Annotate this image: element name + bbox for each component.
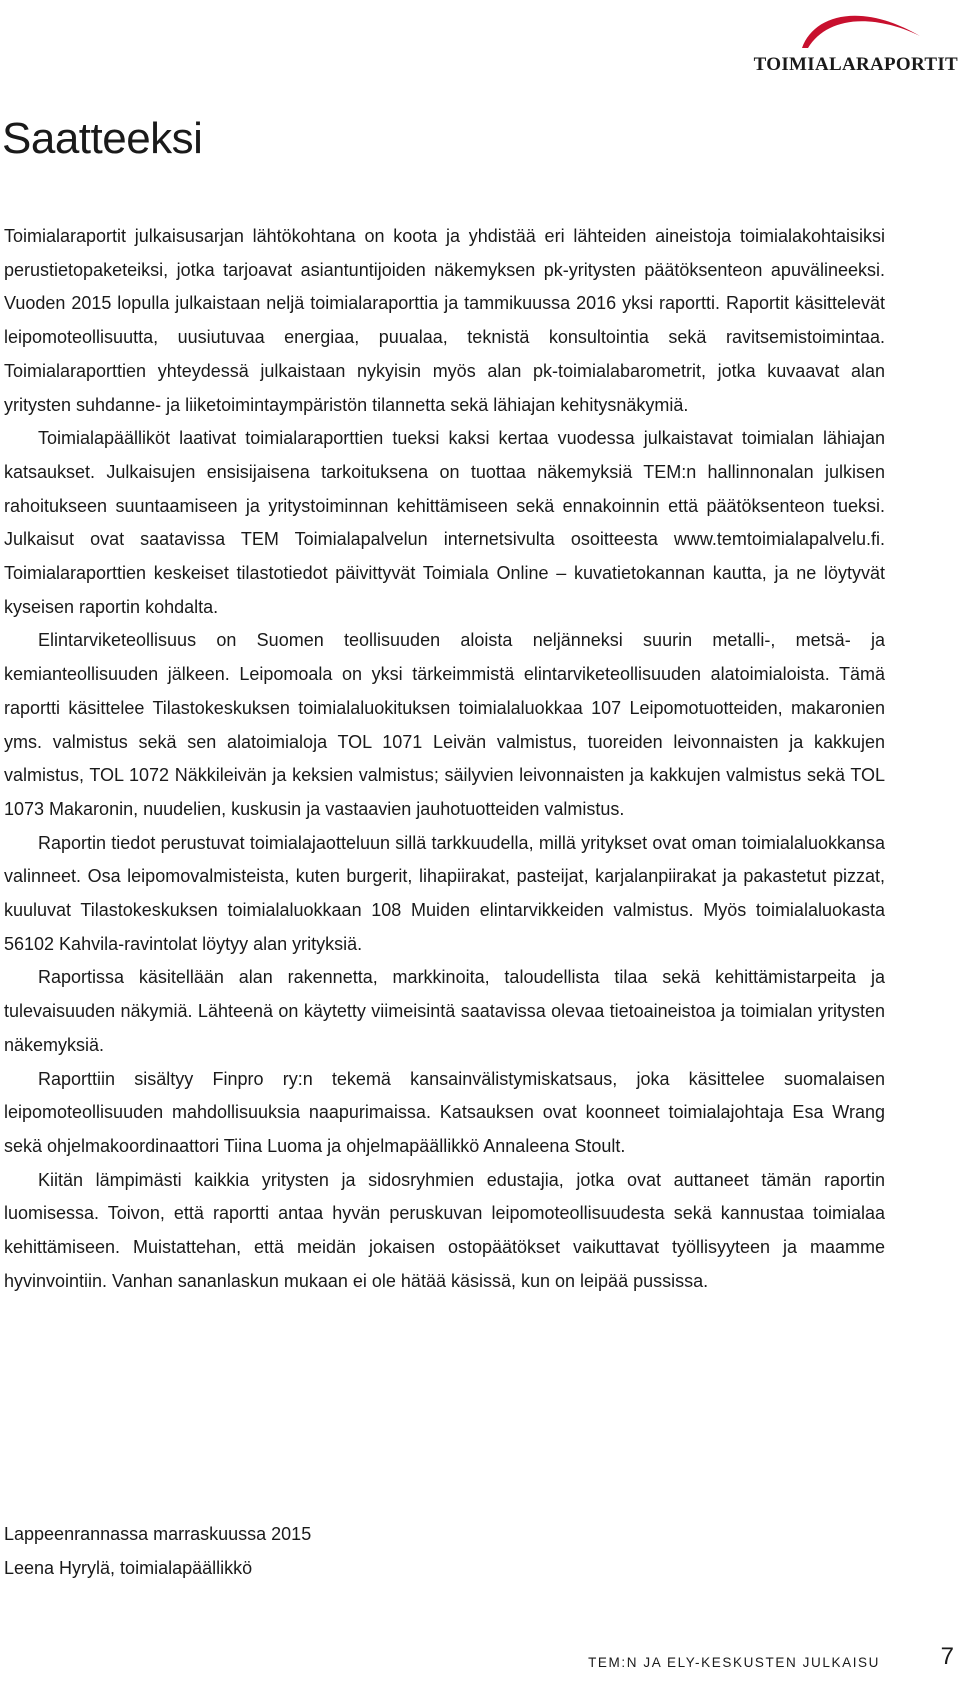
paragraph-finpro: Raporttiin sisältyy Finpro ry:n tekemä kansainvälistymiskatsaus, joka käsittelee suomalaisen leipomoteollisuuden mahdollisuuksia naapurimaissa. Katsauksen ovat koonneet toimialajohtaja Esa Wrang sekä ohjelmakoordinaattori Tiina Luoma ja ohjelmapäällikkö Annaleena Stoult. <box>4 1068 885 1156</box>
signature: Leena Hyrylä, toimialapäällikkö <box>4 1557 253 1578</box>
paragraph-industry: Elintarviketeollisuus on Suomen teollisuuden aloista neljänneksi suurin metalli-, metsä- ja kemianteollisuuden jälkeen. Leipomoala on yksi tärkeimmistä elintarviketeollisuuden alatoimialoista. Tämä raportti käsittelee Tilastokeskuksen toimialaluokituksen toimialaluokkaa 107 Leipomotuotteiden, makaronien yms. valmistus sekä sen alatoimialoja TOL 1071 Leivän valmistus, tuoreiden leivonnaisten ja kakkujen valmistus, TOL 1072 Näkkileivän ja keksien valmistus; säilyvien leivonnaisten ja kakkujen valmistus sekä TOL 1073 Makaronin, nuudelien, kuskusin ja vastaavien jauhotuotteiden valmistus. <box>4 630 885 819</box>
paragraph-classification: Raportin tiedot perustuvat toimialajaotteluun sillä tarkkuudella, millä yritykset ovat oman toimialaluokkansa valinneet. Osa leipomovalmisteista, kuten burgerit, lihapiirakat, pasteijat, karjalanpiirakat ja pakastetut pizzat, kuuluvat Tilastokeskuksen toimialaluokkaan 108 Muiden elintarvikkeiden valmistus. Myös toimialaluokasta 56102 Kahvila-ravintolat löytyy alan yrityksiä. <box>4 832 885 954</box>
page-number: 7 <box>940 1643 954 1670</box>
paragraph-intro: Toimialaraportit julkaisusarjan lähtökohtana on koota ja yhdistää eri lähteiden aineistoja toimialakohtaisiksi perustietopaketeiksi, jotka tarjoavat asiantuntijoiden näkemyksen pk-yritysten päätöksenteon apuvälineeksi. Vuoden 2015 lopulla julkaistaan neljä toimialaraporttia ja tammikuussa 2016 yksi raportti. Raportit käsittelevät leipomoteollisuutta, uusiutuvaa energiaa, puualaa, teknistä konsultointia sekä ravitsemistoimintaa. Toimialaraporttien yhteydessä julkaistaan nykyisin myös alan pk-toimialabarometrit, jotka kuvaavat alan yritysten suhdanne- ja liiketoimintaympäristön tilannetta sekä lähiajan kehitysnäkymiä. <box>4 226 885 415</box>
body-text <box>4 220 885 1299</box>
place-date: Lappeenrannassa marraskuussa 2015 <box>4 1524 312 1544</box>
logo-swoosh-icon <box>796 6 926 52</box>
paragraph-contents: Raportissa käsitellään alan rakennetta, markkinoita, taloudellista tilaa sekä kehittämistarpeita ja tulevaisuuden näkymiä. Lähteenä on käytetty viimeisintä saatavissa olevaa tietoaineistoa ja toimialan yritysten näkemyksiä. <box>4 967 885 1055</box>
closing-block <box>4 1518 311 1585</box>
logo-wordmark: TOIMIALARAPORTIT <box>753 54 958 75</box>
paragraph-publications: Toimialapäälliköt laativat toimialaraporttien tueksi kaksi kertaa vuodessa julkaistavat toimialan lähiajan katsaukset. Julkaisujen ensisijaisena tarkoituksena on tuottaa näkemyksiä TEM:n hallinnonalan julkisen rahoitukseen suuntaamiseen ja yritystoiminnan kehittämiseen sekä ennakoinnin että päätöksenteon tueksi. Julkaisut ovat saatavissa TEM Toimialapalvelun internetsivulta osoitteesta www.temtoimialapalvelu.fi. Toimialaraporttien keskeiset tilastotiedot päivittyvät Toimiala Online – kuvatietokannan kautta, ja ne löytyvät kyseisen raportin kohdalta. <box>4 428 885 617</box>
page-title: Saatteeksi <box>2 114 203 163</box>
footer-publication-label: TEM:N JA ELY-KESKUSTEN JULKAISU <box>588 1655 880 1670</box>
toimialaraportit-logo <box>753 6 960 76</box>
paragraph-thanks: Kiitän lämpimästi kaikkia yritysten ja sidosryhmien edustajia, jotka ovat auttaneet tämän raportin luomisessa. Toivon, että raportti antaa hyvän peruskuvan leipomoteollisuudesta sekä kannustaa toimialaa kehittämiseen. Muistattehan, että meidän jokaisen ostopäätökset vaikuttavat työllisyyteen ja maamme hyvinvointiin. Vanhan sananlaskun mukaan ei ole hätää käsissä, kun on leipää pussissa. <box>4 1169 885 1291</box>
